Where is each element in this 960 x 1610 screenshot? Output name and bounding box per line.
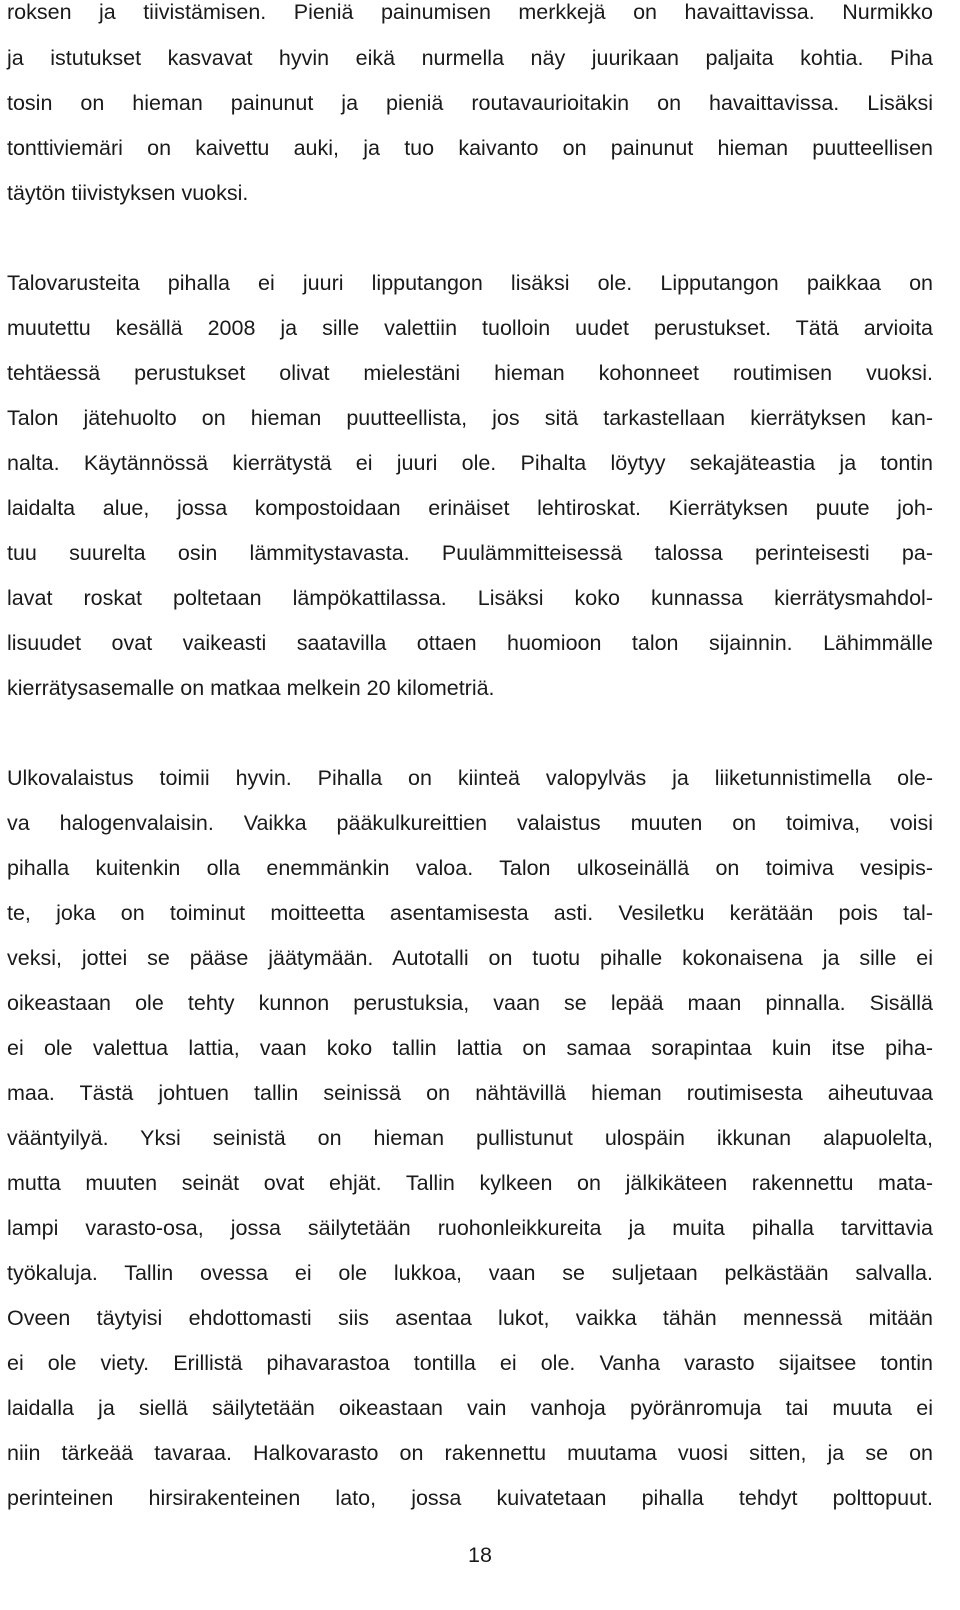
- text-line: maa. Tästä johtuen tallin seinissä on nähtävillä hieman routimisesta aiheutuvaa: [7, 1081, 933, 1105]
- text-line: roksen ja tiivistämisen. Pieniä painumisen merkkejä on havaittavissa. Nurmikko: [7, 0, 933, 24]
- text-line: nalta. Käytännössä kierrätystä ei juuri ole. Pihalta löytyy sekajäteastia ja tontin: [7, 451, 933, 475]
- text-line: tonttiviemäri on kaivettu auki, ja tuo kaivanto on painunut hieman puutteellisen: [7, 136, 933, 160]
- text-line: pihalla kuitenkin olla enemmänkin valoa. Talon ulkoseinällä on toimiva vesipis-: [7, 856, 933, 880]
- text-line: täytön tiivistyksen vuoksi.: [7, 181, 249, 205]
- text-line: lampi varasto-osa, jossa säilytetään ruohonleikkureita ja muita pihalla tarvittavia: [7, 1216, 933, 1240]
- text-line: ei ole viety. Erillistä pihavarastoa tontilla ei ole. Vanha varasto sijaitsee tontin: [7, 1351, 933, 1375]
- text-line: perinteinen hirsirakenteinen lato, jossa kuivatetaan pihalla tehdyt polttopuut.: [7, 1486, 933, 1510]
- text-line: lavat roskat poltetaan lämpökattilassa. Lisäksi koko kunnassa kierrätysmahdol-: [7, 586, 933, 610]
- text-line: tosin on hieman painunut ja pieniä routavaurioitakin on havaittavissa. Lisäksi: [7, 91, 933, 115]
- text-line: kierrätysasemalle on matkaa melkein 20 kilometriä.: [7, 676, 495, 700]
- text-line: ja istutukset kasvavat hyvin eikä nurmella näy juurikaan paljaita kohtia. Piha: [7, 46, 933, 70]
- text-line: Talon jätehuolto on hieman puutteellista, jos sitä tarkastellaan kierrätyksen kan-: [7, 406, 933, 430]
- text-line: oikeastaan ole tehty kunnon perustuksia, vaan se lepää maan pinnalla. Sisällä: [7, 991, 933, 1015]
- text-line: ei ole valettua lattia, vaan koko tallin lattia on samaa sorapintaa kuin itse piha-: [7, 1036, 933, 1060]
- text-line: lisuudet ovat vaikeasti saatavilla ottaen huomioon talon sijainnin. Lähimmälle: [7, 631, 933, 655]
- text-line: työkaluja. Tallin ovessa ei ole lukkoa, vaan se suljetaan pelkästään salvalla.: [7, 1261, 933, 1285]
- text-line: te, joka on toiminut moitteetta asentamisesta asti. Vesiletku kerätään pois tal-: [7, 901, 933, 925]
- text-line: Talovarusteita pihalla ei juuri lipputangon lisäksi ole. Lipputangon paikkaa on: [7, 271, 933, 295]
- text-line: vääntyilyä. Yksi seinistä on hieman pullistunut ulospäin ikkunan alapuolelta,: [7, 1126, 933, 1150]
- text-line: Oveen täytyisi ehdottomasti siis asentaa lukot, vaikka tähän mennessä mitään: [7, 1306, 933, 1330]
- text-line: mutta muuten seinät ovat ehjät. Tallin kylkeen on jälkikäteen rakennettu mata-: [7, 1171, 933, 1195]
- text-line: laidalla ja siellä säilytetään oikeastaan vain vanhoja pyöränromuja tai muuta ei: [7, 1396, 933, 1420]
- text-line: veksi, jottei se pääse jäätymään. Autotalli on tuotu pihalle kokonaisena ja sille ei: [7, 946, 933, 970]
- text-line: muutettu kesällä 2008 ja sille valettiin tuolloin uudet perustukset. Tätä arvioita: [7, 316, 933, 340]
- text-line: va halogenvalaisin. Vaikka pääkulkureittien valaistus muuten on toimiva, voisi: [7, 811, 933, 835]
- text-line: laidalta alue, jossa kompostoidaan erinäiset lehtiroskat. Kierrätyksen puute joh-: [7, 496, 933, 520]
- text-line: tuu suurelta osin lämmitystavasta. Puulämmitteisessä talossa perinteisesti pa-: [7, 541, 933, 565]
- text-line: niin tärkeää tavaraa. Halkovarasto on rakennettu muutama vuosi sitten, ja se on: [7, 1441, 933, 1465]
- text-line: tehtäessä perustukset olivat mielestäni hieman kohonneet routimisen vuoksi.: [7, 361, 933, 385]
- text-line: Ulkovalaistus toimii hyvin. Pihalla on kiinteä valopylväs ja liiketunnistimella ole-: [7, 766, 933, 790]
- page-number: 18: [468, 1543, 492, 1567]
